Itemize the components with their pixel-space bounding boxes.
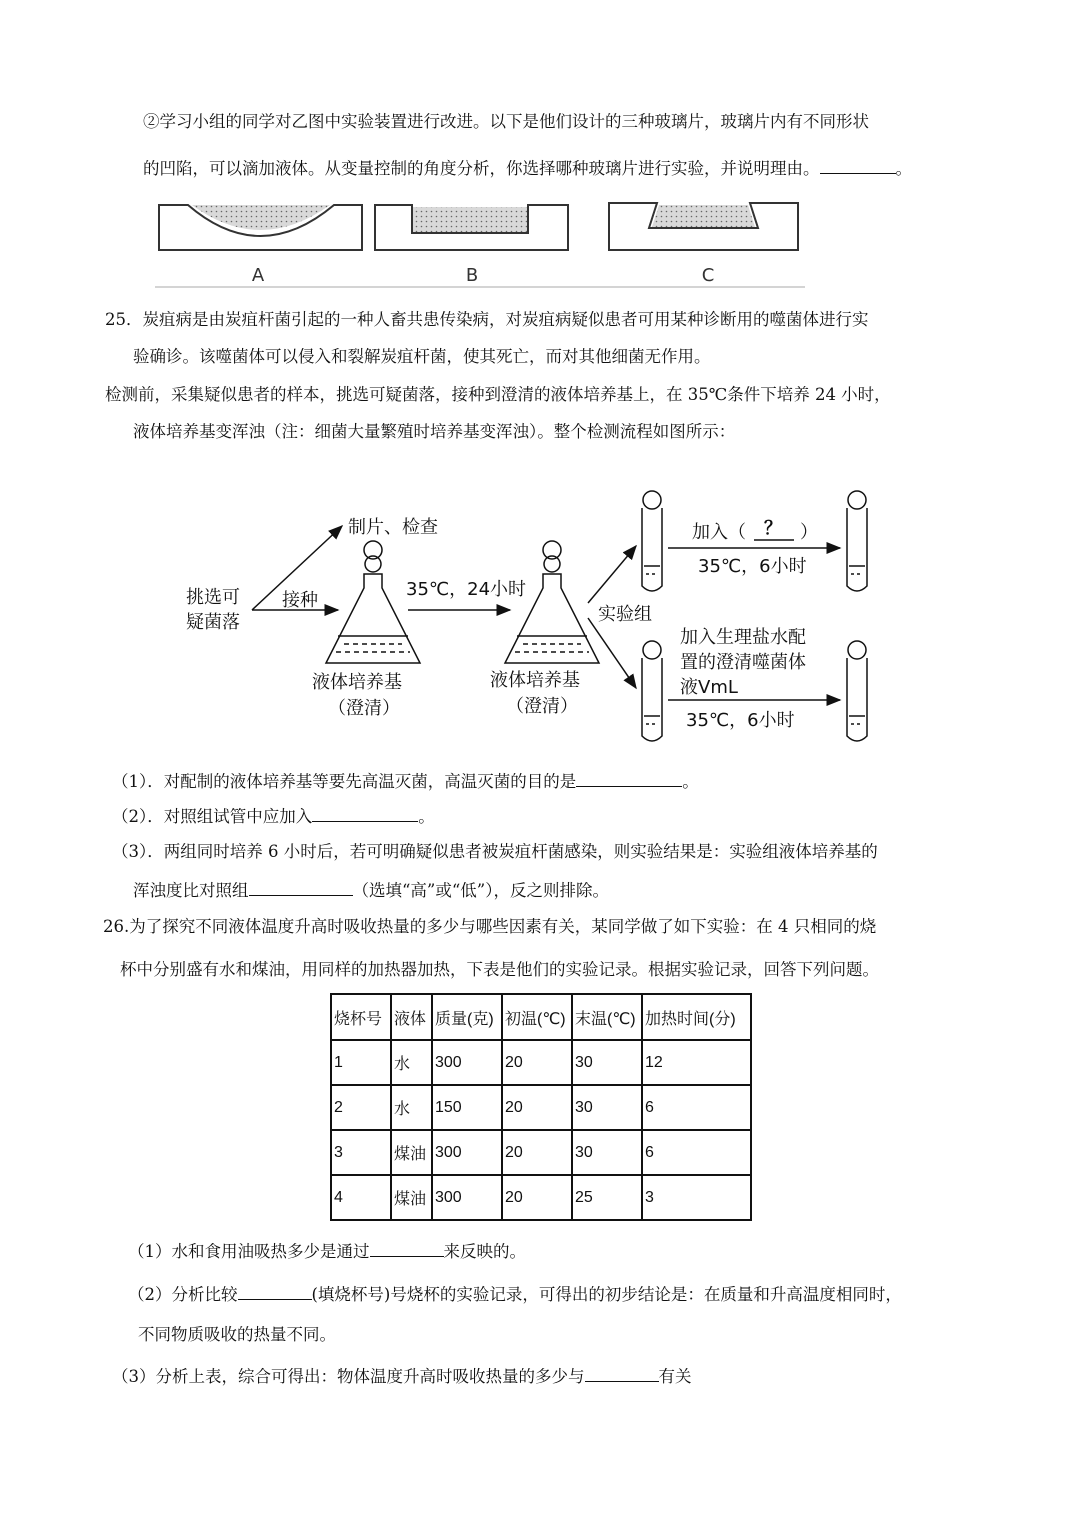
start-label-2: 疑菌落: [186, 612, 240, 633]
glass-label-c: C: [701, 265, 715, 286]
make-slide-label: 制片、检查: [348, 517, 438, 538]
table-header-cell: 液体: [391, 994, 432, 1040]
table-row: [331, 1085, 751, 1130]
q26-sub1: （1）水和食用油吸热多少是通过 来反映的。: [128, 1238, 526, 1264]
table-cell: 6: [642, 1130, 751, 1175]
table-cell: 20: [502, 1175, 572, 1220]
table-header-cell: 质量(克): [432, 994, 502, 1040]
answer-blank[interactable]: [585, 1363, 659, 1382]
q26-sub2-line2: 不同物质吸收的热量不同。: [138, 1325, 336, 1344]
q25-sub1: （1）．对配制的液体培养基等要先高温灭菌，高温灭菌的目的是 。: [112, 768, 699, 794]
exp-add-suffix: ）: [800, 522, 818, 543]
table-cell: 煤油: [391, 1175, 432, 1220]
table-row: [331, 1130, 751, 1175]
q25-sub3-line1: （3）．两组同时培养 6 小时后，若可明确疑似患者被炭疽杆菌感染，则实验结果是：实验组液体培养基的: [112, 842, 878, 861]
table-cell: 300: [432, 1040, 502, 1085]
table-cell: 20: [502, 1130, 572, 1175]
q26-sub2: （2）分析比较 (填烧杯号)号烧杯的实验记录，可得出的初步结论是：在质量和升高温度相同时，: [128, 1281, 902, 1307]
table-cell: 1: [331, 1040, 391, 1085]
table-header-cell: 烧杯号: [331, 994, 391, 1040]
culture-condition: 35℃，24小时: [406, 579, 527, 600]
ctrl-add-line3: 液VmL: [680, 677, 738, 698]
answer-blank[interactable]: [820, 155, 896, 174]
table-cell: 水: [391, 1040, 432, 1085]
table-cell: 30: [572, 1040, 642, 1085]
inoculate-label: 接种: [282, 590, 318, 611]
flask1-label-1: 液体培养基: [312, 672, 402, 693]
glass-slide-c: [609, 203, 798, 250]
test-tube-exp-before: [642, 491, 662, 591]
q25-sub2: （2）．对照组试管中应加入 。: [112, 803, 435, 829]
table-cell: 300: [432, 1130, 502, 1175]
table-cell: 30: [572, 1130, 642, 1175]
ctrl-condition: 35℃，6小时: [686, 710, 795, 731]
table-cell: 4: [331, 1175, 391, 1220]
experiment-table: [330, 993, 752, 1221]
q25-line1: 25．炭疽病是由炭疽杆菌引起的一种人畜共患传染病，对炭疽病疑似患者可用某种诊断用的噬菌体进行实: [105, 310, 869, 329]
test-tube-ctrl-before: [642, 641, 662, 741]
flask2-label-2: （澄清）: [506, 696, 578, 717]
table-cell: 水: [391, 1085, 432, 1130]
table-cell: 6: [642, 1085, 751, 1130]
glass-label-a: A: [251, 265, 265, 286]
flask2-label-1: 液体培养基: [490, 670, 580, 691]
glass-label-b: B: [465, 265, 479, 286]
table-cell: 30: [572, 1085, 642, 1130]
exp-add-prefix: 加入（: [692, 522, 746, 543]
q26-sub3: （3）分析上表，综合可得出：物体温度升高时吸收热量的多少与 有关: [112, 1363, 692, 1389]
flask-2: [505, 541, 599, 663]
exp-condition: 35℃，6小时: [698, 556, 807, 577]
table-cell: 3: [331, 1130, 391, 1175]
answer-blank[interactable]: [238, 1281, 312, 1300]
answer-blank[interactable]: [370, 1238, 444, 1257]
answer-blank[interactable]: [576, 768, 682, 787]
table-cell: 20: [502, 1085, 572, 1130]
q25-line4: 液体培养基变浑浊（注：细菌大量繁殖时培养基变浑浊）。整个检测流程如图所示：: [133, 422, 736, 441]
table-cell: 12: [642, 1040, 751, 1085]
table-cell: 150: [432, 1085, 502, 1130]
table-row: [331, 1175, 751, 1220]
glass-slides-figure: [150, 195, 810, 290]
answer-blank[interactable]: [249, 877, 353, 896]
table-cell: 25: [572, 1175, 642, 1220]
exp-add-unknown: ？: [764, 518, 782, 539]
test-tube-exp-after: [847, 491, 867, 591]
table-cell: 煤油: [391, 1130, 432, 1175]
flask1-label-2: （澄清）: [328, 698, 400, 719]
start-label-1: 挑选可: [186, 587, 240, 608]
table-cell: 3: [642, 1175, 751, 1220]
q24-part2-line1: ②学习小组的同学对乙图中实验装置进行改进。以下是他们设计的三种玻璃片，玻璃片内有不同形状: [143, 112, 869, 131]
table-cell: 300: [432, 1175, 502, 1220]
ctrl-add-line2: 置的澄清噬菌体: [680, 652, 806, 673]
table-header-cell: 初温(℃): [502, 994, 572, 1040]
table-header-cell: 末温(℃): [572, 994, 642, 1040]
table-row: [331, 1040, 751, 1085]
exp-group-label: 实验组: [598, 604, 652, 625]
table-cell: 2: [331, 1085, 391, 1130]
q26-line2: 杯中分别盛有水和煤油，用同样的加热器加热，下表是他们的实验记录。根据实验记录，回答下列问题。: [120, 960, 879, 979]
glass-slide-a: [159, 205, 362, 250]
q25-sub3-line2: 浑浊度比对照组 （选填“高”或“低”），反之则排除。: [133, 877, 609, 903]
test-tube-ctrl-after: [847, 641, 867, 741]
q25-line2: 验确诊。该噬菌体可以侵入和裂解炭疽杆菌，使其死亡，而对其他细菌无作用。: [133, 347, 711, 366]
q25-line3: 检测前，采集疑似患者的样本，挑选可疑菌落，接种到澄清的液体培养基上，在 35℃条件下培养 24 小时，: [105, 385, 891, 404]
table-header-row: [331, 994, 751, 1040]
ctrl-add-line1: 加入生理盐水配: [680, 627, 806, 648]
answer-blank[interactable]: [312, 803, 418, 822]
table-header-cell: 加热时间(分): [642, 994, 751, 1040]
detection-flow-diagram: [170, 478, 890, 750]
q24-part2-line2: 的凹陷，可以滴加液体。从变量控制的角度分析，你选择哪种玻璃片进行实验，并说明理由。 。: [143, 155, 912, 181]
table-cell: 20: [502, 1040, 572, 1085]
flask-1: [326, 541, 420, 663]
glass-slide-b: [375, 205, 568, 250]
q26-line1: 26.为了探究不同液体温度升高时吸收热量的多少与哪些因素有关，某同学做了如下实验：在 4 只相同的烧: [103, 917, 877, 936]
